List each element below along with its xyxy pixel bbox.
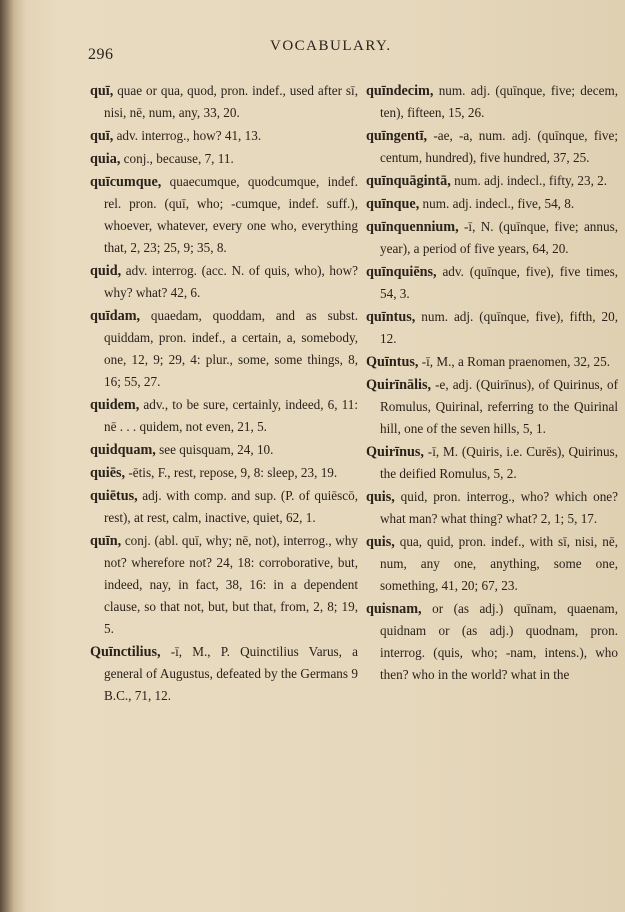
entry-definition: num. adj. indecl., fifty, 23, 2.: [454, 173, 608, 188]
entry-definition: quaedam, quoddam, and as subst. quiddam, pron. indef., a certain, a, somebody, one, 12, 9; 29, 4: plur., some, some things, 8, 16; 55, 27.: [104, 308, 358, 389]
vocab-entry: [90, 260, 358, 304]
vocab-entry: [366, 193, 618, 215]
running-head: VOCABULARY.: [270, 38, 392, 54]
vocab-entry: [366, 374, 618, 440]
entry-definition: -ī, M. (Quiris, i.e. Curēs), Quirinus, the deified Romulus, 5, 2.: [380, 444, 618, 481]
entry-definition: -e, adj. (Quirīnus), of Quirinus, of Romulus, Quirinal, referring to the Quirinal hill, one of the seven hills, 5, 1.: [380, 377, 619, 436]
vocab-entry: [366, 598, 618, 686]
headword: quīnquāgintā,: [366, 173, 451, 189]
entry-definition: adj. with comp. and sup. (P. of quiēscō, rest), at rest, calm, inactive, quiet, 62, 1.: [104, 488, 359, 525]
vocab-entry: [90, 394, 358, 438]
vocab-entry: [90, 641, 358, 707]
vocab-entry: [366, 80, 618, 124]
headword: Quirīnus,: [366, 444, 424, 460]
vocab-entry: [90, 171, 358, 259]
headword: quīndecim,: [366, 83, 434, 99]
headword: quis,: [366, 534, 395, 550]
vocab-entry: [366, 306, 618, 350]
headword: quidquam,: [90, 442, 156, 458]
left-column: [90, 80, 358, 708]
vocab-entry: [366, 125, 618, 169]
vocab-entry: [366, 441, 618, 485]
vocab-entry: [366, 351, 618, 373]
entry-definition: qua, quid, pron. indef., with sī, nisi, nē, num, any one, anything, some one, something, 41, 20; 67, 23.: [380, 534, 619, 593]
entry-definition: conj. (abl. quī, why; nē, not), interrog., why not? wherefore not? 24, 18: corroborative, but, indeed, nay, in fact, 38, 16: in a dependent clause, so that not, but, but that, from, 2, 8; 19, 5.: [104, 533, 358, 636]
headword: quidem,: [90, 397, 140, 413]
entry-definition: adv., to be sure, certainly, indeed, 6, 11: nē . . . quidem, not even, 21, 5.: [104, 397, 358, 434]
entry-definition: or (as adj.) quīnam, quaenam, quidnam or (as adj.) quodnam, pron. interrog. (quis, who; -nam, intens.), who then? who in the world? what in the: [380, 601, 618, 682]
entry-definition: conj., because, 7, 11.: [123, 151, 234, 166]
headword: quis,: [366, 489, 395, 505]
vocab-entry: [366, 216, 618, 260]
vocab-entry: [90, 462, 358, 484]
vocab-entry: [90, 80, 358, 124]
right-column: [366, 80, 618, 687]
headword: quid,: [90, 263, 122, 279]
headword: Quīnctilius,: [90, 644, 161, 660]
entry-definition: -ī, N. (quīnque, five; annus, year), a period of five years, 64, 20.: [380, 219, 619, 256]
headword: Quīntus,: [366, 354, 419, 370]
headword: quīnquiēns,: [366, 264, 437, 280]
entry-definition: -ae, -a, num. adj. (quīnque, five; centum, hundred), five hundred, 37, 25.: [380, 128, 618, 165]
entry-definition: num. adj. (quīnque, five; decem, ten), fifteen, 15, 26.: [380, 83, 618, 120]
entry-definition: adv. interrog., how? 41, 13.: [116, 128, 262, 143]
entry-definition: quid, pron. interrog., who? which one? what man? what thing? what? 2, 1; 5, 17.: [380, 489, 618, 526]
headword: quīn,: [90, 533, 122, 549]
headword: quiēs,: [90, 465, 126, 481]
entry-definition: -ētis, F., rest, repose, 9, 8: sleep, 23, 19.: [128, 465, 338, 480]
entry-definition: num. adj. indecl., five, 54, 8.: [422, 196, 575, 211]
headword: quī,: [90, 128, 114, 144]
headword: quīdam,: [90, 308, 141, 324]
entry-definition: quae or qua, quod, pron. indef., used after sī, nisi, nē, num, any, 33, 20.: [104, 83, 359, 120]
vocab-entry: [90, 125, 358, 147]
page-number: 296: [88, 46, 114, 63]
vocab-entry: [90, 305, 358, 393]
headword: quīntus,: [366, 309, 416, 325]
entry-definition: see quisquam, 24, 10.: [159, 442, 274, 457]
entry-definition: adv. (quīnque, five), five times, 54, 3.: [380, 264, 619, 301]
vocab-entry: [90, 439, 358, 461]
vocab-entry: [366, 531, 618, 597]
entry-definition: -ī, M., a Roman praenomen, 32, 25.: [421, 354, 611, 369]
entry-definition: adv. interrog. (acc. N. of quis, who), how? why? what? 42, 6.: [104, 263, 358, 300]
entry-definition: -ī, M., P. Quinctilius Varus, a general of Augustus, defeated by the Germans 9 B.C., 71, 12.: [104, 644, 358, 703]
headword: quia,: [90, 151, 121, 167]
entry-definition: quaecumque, quodcumque, indef. rel. pron. (quī, who; -cumque, indef. suff.), whoever, whatever, every one who, everything that, 2, 23; 25, 9; 35, 8.: [104, 174, 358, 255]
headword: quīcumque,: [90, 174, 162, 190]
headword: quiētus,: [90, 488, 138, 504]
headword: quīngentī,: [366, 128, 428, 144]
vocab-entry: [366, 486, 618, 530]
headword: quīnquennium,: [366, 219, 459, 235]
headword: quisnam,: [366, 601, 422, 617]
vocab-entry: [90, 485, 358, 529]
vocab-entry: [366, 261, 618, 305]
headword: quīnque,: [366, 196, 420, 212]
headword: Quirīnālis,: [366, 377, 432, 393]
vocab-entry: [366, 170, 618, 192]
headword: quī,: [90, 83, 114, 99]
vocab-entry: [90, 530, 358, 640]
vocab-entry: [90, 148, 358, 170]
entry-definition: num. adj. (quīnque, five), fifth, 20, 12.: [380, 309, 618, 346]
